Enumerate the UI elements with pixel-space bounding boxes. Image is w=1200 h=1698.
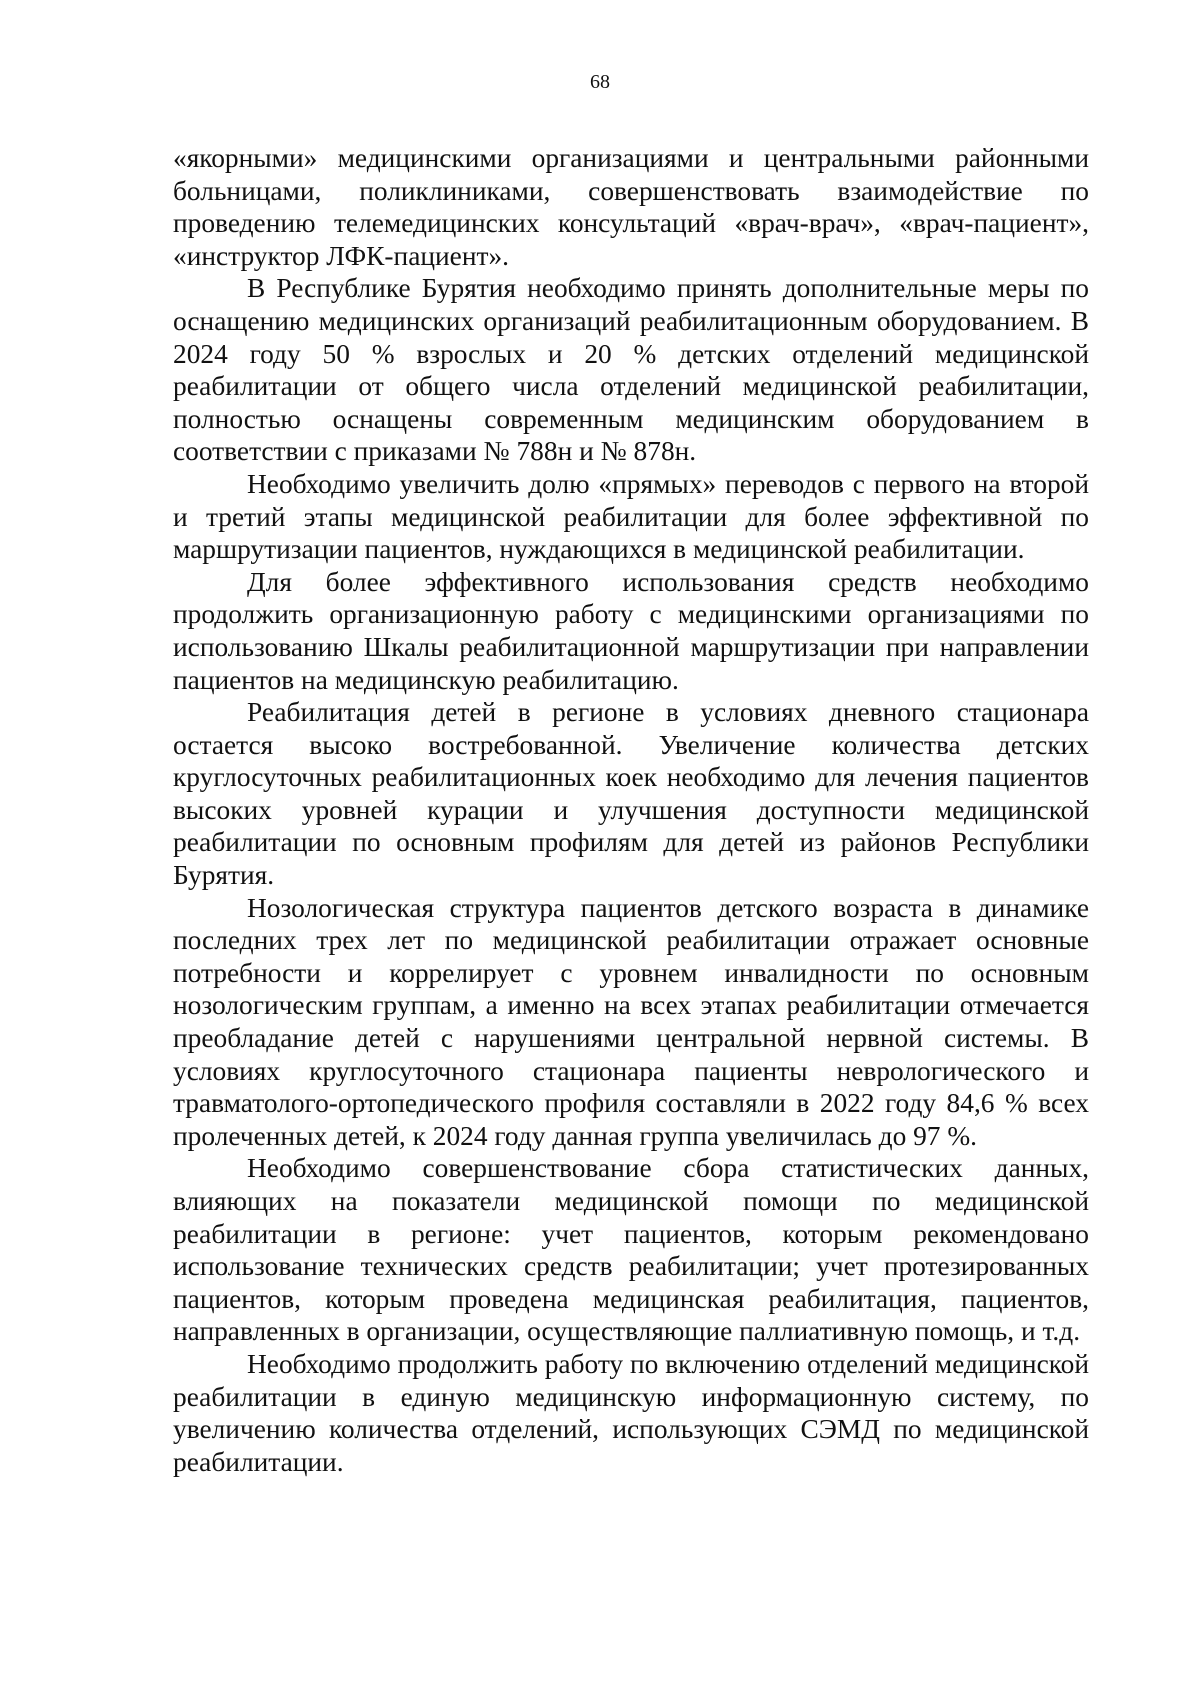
paragraph-information-system: Необходимо продолжить работу по включению отделений медицинской реабилитации в единую медицинскую информационную систему, по увеличению количества отделений, использующих СЭМД по медицинской реабилитации. xyxy=(173,1348,1089,1477)
document-body xyxy=(173,142,1089,1478)
paragraph-children-rehabilitation: Реабилитация детей в регионе в условиях дневного стационара остается высоко востребованной. Увеличение количества детских круглосуточных реабилитационных коек необходимо для лечения пациентов высоких уровней курации и улучшения доступности медицинской реабилитации по основным профилям для детей из районов Республики Бурятия. xyxy=(173,697,1089,891)
paragraph-continued: «якорными» медицинскими организациями и центральными районными больницами, поликлиниками, совершенствовать взаимодействие по проведению телемедицинских консультаций «врач-врач», «врач-пациент», «инструктор ЛФК-пациент». xyxy=(173,143,1089,271)
paragraph-direct-transfers: Необходимо увеличить долю «прямых» переводов с первого на второй и третий этапы медицинской реабилитации для более эффективной по маршрутизации пациентов, нуждающихся в медицинской реабилитации. xyxy=(173,468,1089,565)
page-number: 68 xyxy=(590,71,610,93)
paragraph-routing-scale: Для более эффективного использования средств необходимо продолжить организационную работу с медицинскими организациями по использованию Шкалы реабилитационной маршрутизации при направлении пациентов на медицинскую реабилитацию. xyxy=(173,566,1089,695)
paragraph-nosological-structure: Нозологическая структура пациентов детского возраста в динамике последних трех лет по медицинской реабилитации отражает основные потребности и коррелирует с уровнем инвалидности по основным нозологическим группам, а именно на всех этапах реабилитации отмечается преобладание детей с нарушениями центральной нервной системы. В условиях круглосуточного стационара пациенты неврологического и травматолого-ортопедического профиля составляли в 2022 году 84,6 % всех пролеченных детей, к 2024 году данная группа увеличилась до 97 %. xyxy=(173,892,1089,1151)
paragraph-statistics: Необходимо совершенствование сбора статистических данных, влияющих на показатели медицинской помощи по медицинской реабилитации в регионе: учет пациентов, которым рекомендовано использование технических средств реабилитации; учет протезированных пациентов, которым проведена медицинская реабилитация, пациентов, направленных в организации, осуществляющие паллиативную помощь, и т.д. xyxy=(173,1153,1089,1347)
paragraph-equipment: В Республике Бурятия необходимо принять дополнительные меры по оснащению медицинских организаций реабилитационным оборудованием. В 2024 году 50 % взрослых и 20 % детских отделений медицинской реабилитации от общего числа отделений медицинской реабилитации, полностью оснащены современным медицинским оборудованием в соответствии с приказами № 788н и № 878н. xyxy=(173,273,1089,467)
